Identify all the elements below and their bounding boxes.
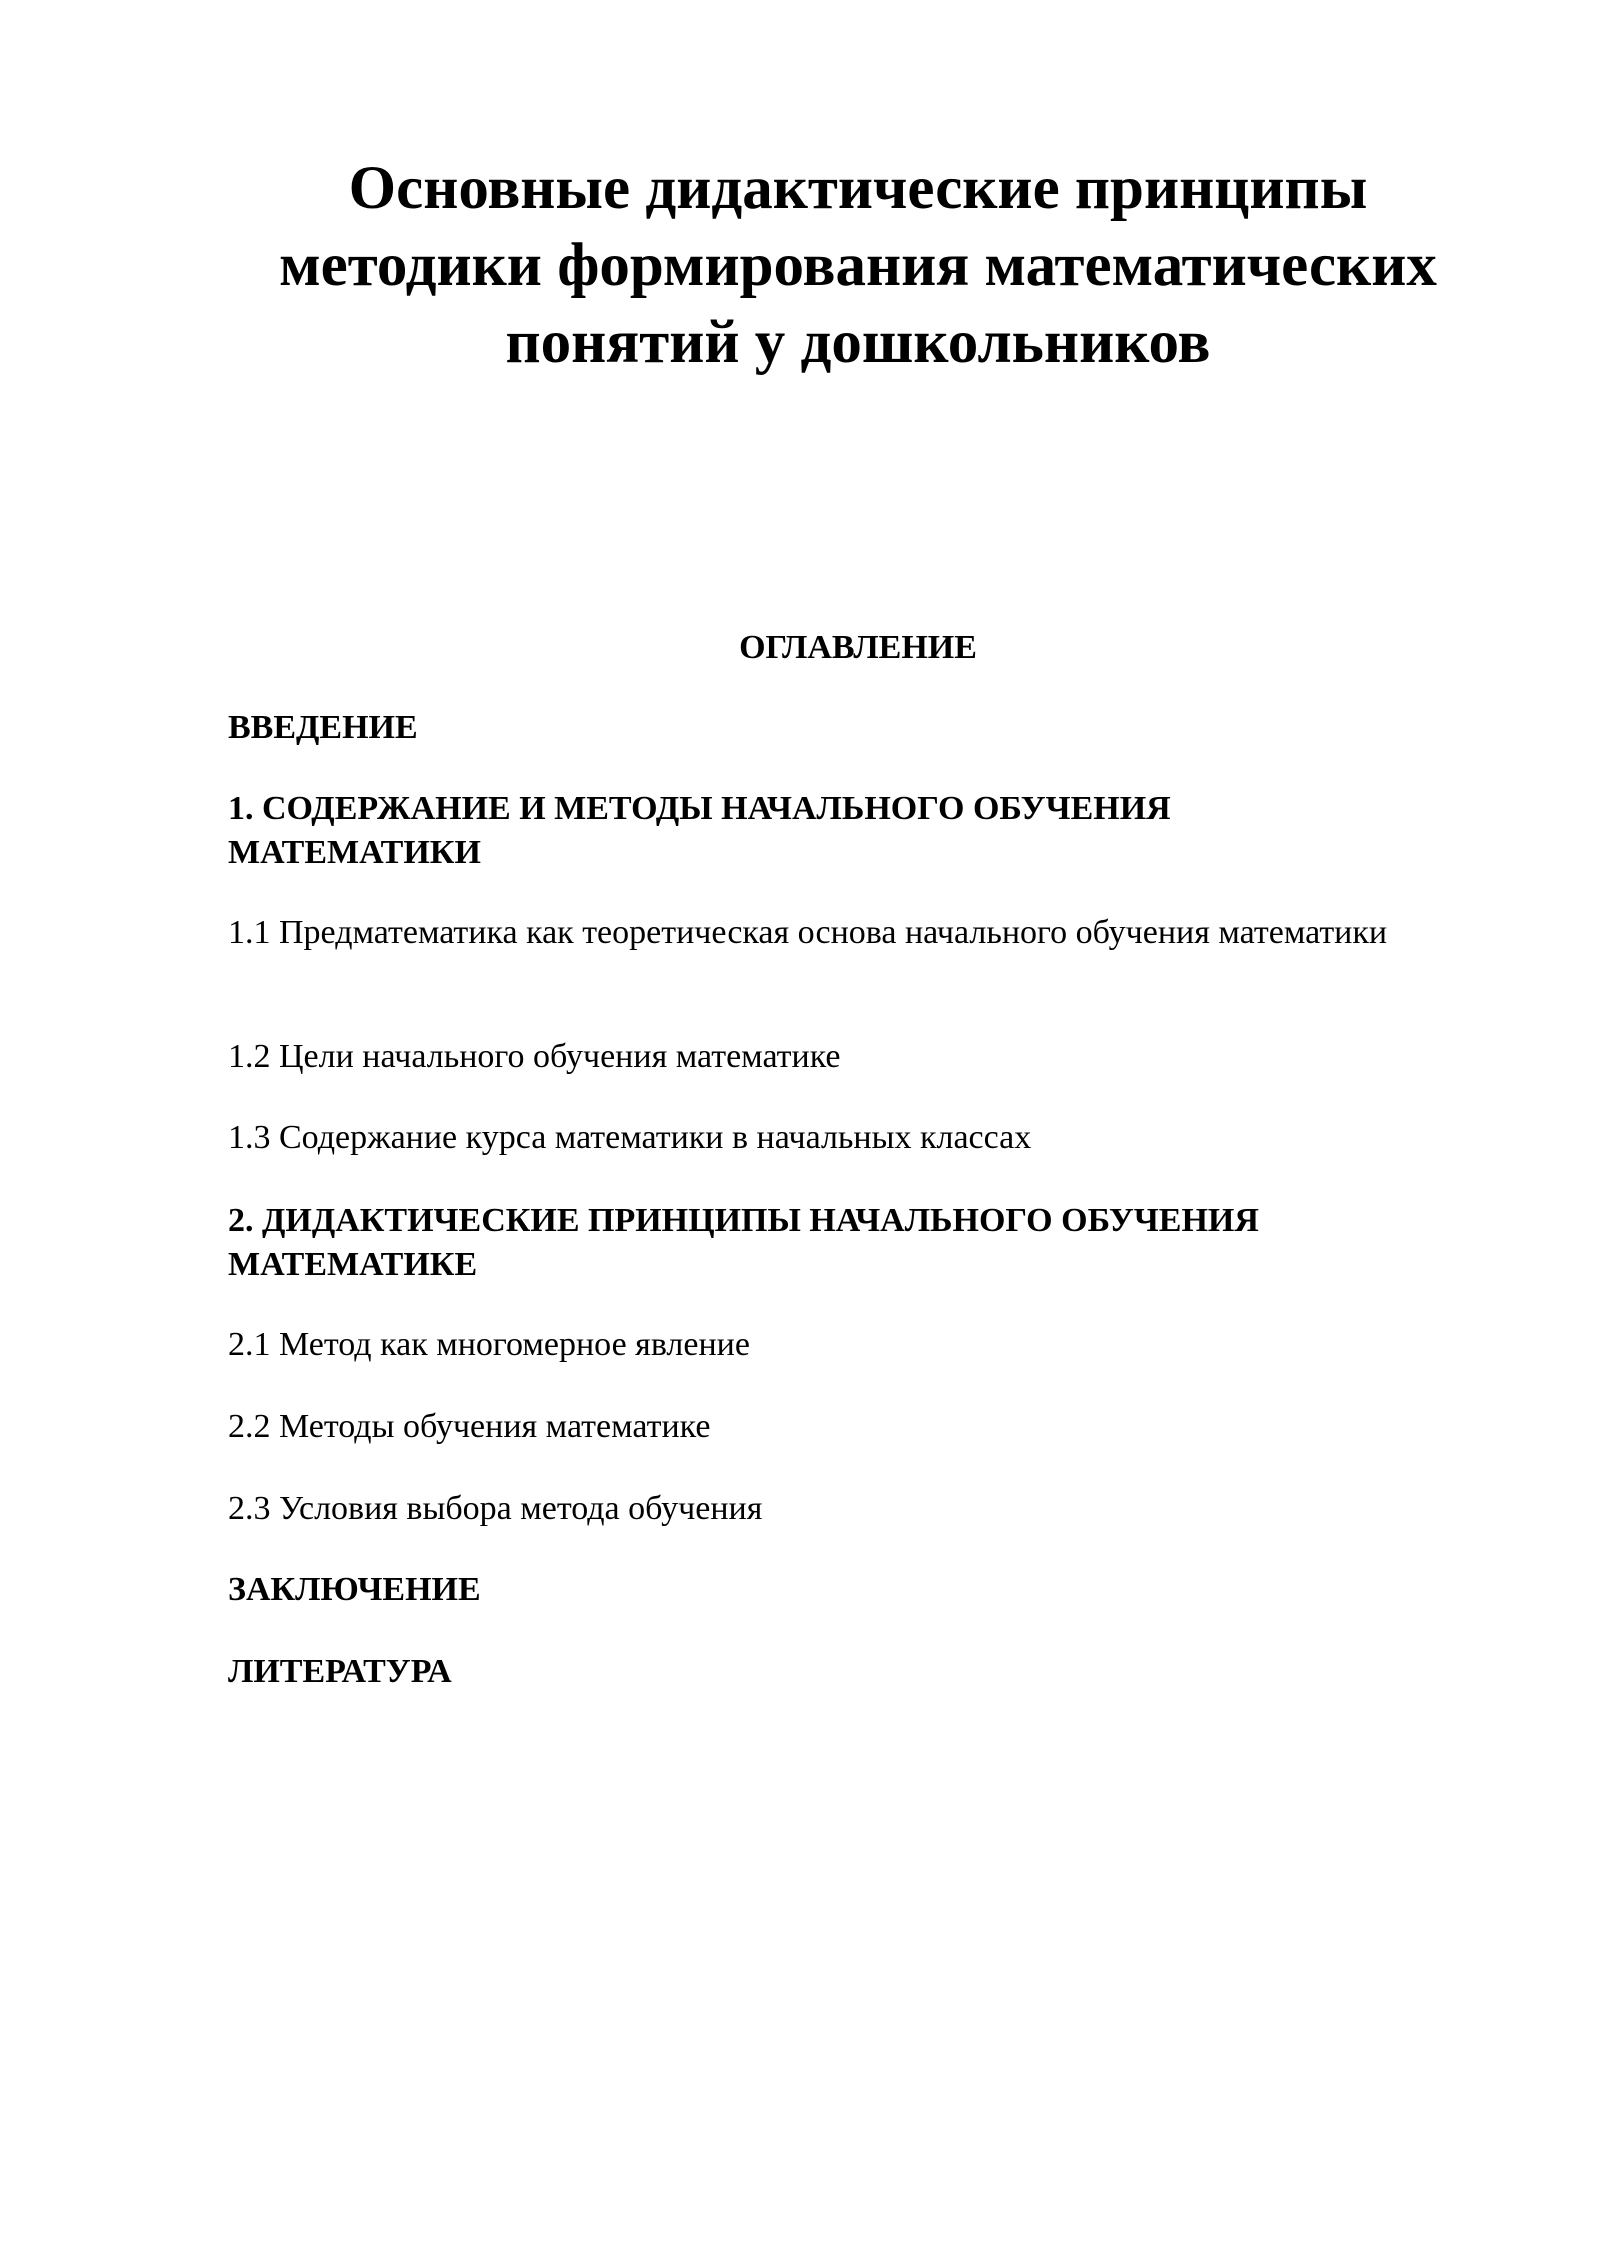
toc-entry-references[interactable]: ЛИТЕРАТУРА [228,1653,452,1690]
toc-entry-section-2-2[interactable]: 2.2 Методы обучения математике [228,1408,711,1445]
toc-entry-chapter-1[interactable]: 1. СОДЕРЖАНИЕ И МЕТОДЫ НАЧАЛЬНОГО ОБУЧЕНИЯ МАТЕМАТИКИ [228,790,1171,871]
toc-entry-section-2-1[interactable]: 2.1 Метод как многомерное явление [228,1326,750,1363]
toc-entry-section-2-3[interactable]: 2.3 Условия выбора метода обучения [228,1490,763,1527]
toc-entry-section-1-3[interactable]: 1.3 Содержание курса математики в начальных классах [228,1119,1032,1156]
toc-entry-section-1-1[interactable]: 1.1 Предматематика как теоретическая основа начального обучения математики [228,914,1388,951]
toc-entry-chapter-2[interactable]: 2. ДИДАКТИЧЕСКИЕ ПРИНЦИПЫ НАЧАЛЬНОГО ОБУЧЕНИЯ МАТЕМАТИКЕ [228,1202,1259,1283]
toc-entry-conclusion[interactable]: ЗАКЛЮЧЕНИЕ [228,1571,481,1608]
document-title: Основные дидактические принципы методики формирования математических понятий у дошкольников [279,155,1437,376]
toc-entry-section-1-2[interactable]: 1.2 Цели начального обучения математике [228,1038,841,1075]
toc-heading: ОГЛАВЛЕНИЕ [739,629,977,666]
toc-entry-introduction[interactable]: ВВЕДЕНИЕ [228,709,418,746]
